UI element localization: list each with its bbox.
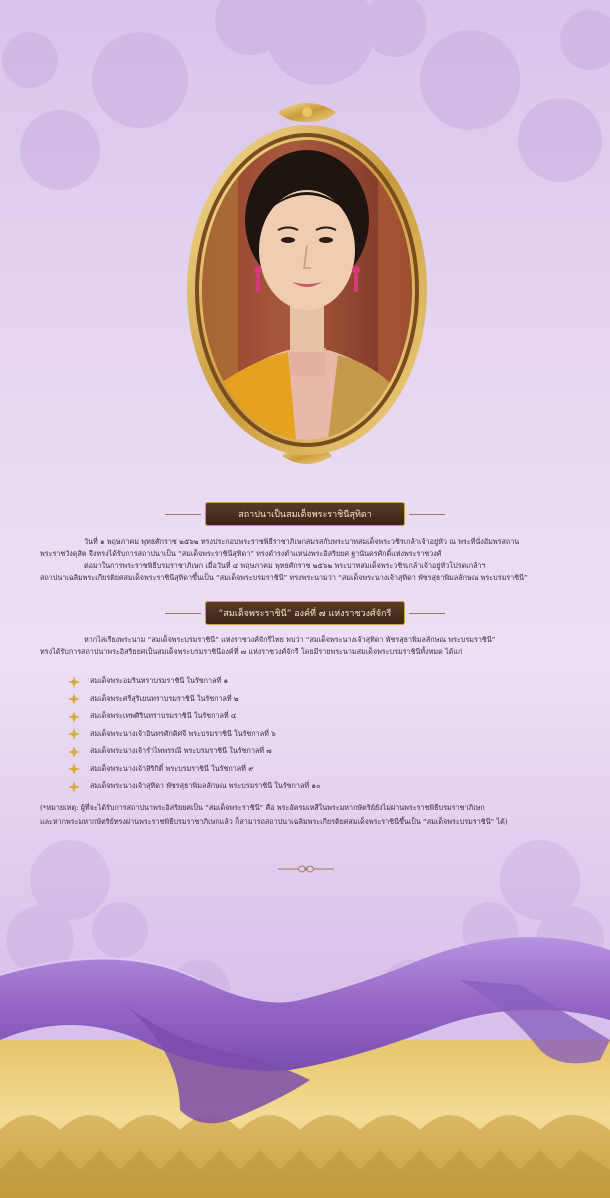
- section-title-seventh-queen: “สมเด็จพระราชินี” องค์ที่ ๗ แห่งราชวงศ์จักรี: [205, 601, 405, 625]
- paragraph-line: สถาปนาเฉลิมพระเกียรติยศสมเด็จพระราชินีสุทิดาขึ้นเป็น “สมเด็จพระบรมราชินี” ทรงพระนามว่า “สมเด็จพระนางเจ้าสุทิดา พัชรสุธาพิมลลักษณ พระบรมราชินี”: [40, 573, 528, 582]
- paragraph-line: หากไล่เรียงพระนาม “สมเด็จพระบรมราชินี” แห่งราชวงศ์จักรีไทย พบว่า “สมเด็จพระนางเจ้าสุทิดา พัชรสุธาพิมลลักษณ พระบรมราชินี”: [84, 635, 496, 644]
- gold-star-icon: [68, 781, 80, 793]
- list-item-label: สมเด็จพระนางเจ้ารำไพพรรณี พระบรมราชินี ในรัชกาลที่ ๗: [90, 746, 272, 756]
- list-item: [68, 761, 508, 779]
- list-item-label: สมเด็จพระนางเจ้าสิริกิติ์ พระบรมราชินี ในรัชกาลที่ ๙: [90, 763, 254, 773]
- list-item-label: สมเด็จพระอมรินทราบรมราชินี ในรัชกาลที่ ๑: [90, 676, 229, 686]
- paragraph-establishment: [40, 536, 572, 584]
- ornament-divider-icon: [278, 861, 334, 877]
- list-item: [68, 743, 508, 761]
- section-title-establishment: สถาปนาเป็นสมเด็จพระราชินีสุทิดา: [205, 502, 405, 526]
- list-item-label: สมเด็จพระนางเจ้าอินทรศักดิศจี พระบรมราชินี ในรัชกาลที่ ๖: [90, 728, 276, 738]
- list-item-label: สมเด็จพระนางเจ้าสุทิดา พัชรสุธาพิมลลักษณ พระบรมราชินี ในรัชกาลที่ ๑๐: [90, 781, 321, 791]
- paragraph-line: วันที่ ๑ พฤษภาคม พุทธศักราช ๒๕๖๒ ทรงประกอบพระราชพิธีราชาภิเษกสมรสกับพระบาทสมเด็จพระวชิรเกล้าเจ้าอยู่หัว ณ พระที่นั่งอัมพรสถาน: [84, 537, 520, 546]
- gold-star-icon: [68, 676, 80, 688]
- list-item: [68, 691, 508, 709]
- gold-star-icon: [68, 763, 80, 775]
- footnote-line: (*หมายเหตุ: ผู้ที่จะได้รับการสถาปนาพระอิสริยยศเป็น “สมเด็จพระราชินี” คือ พระอัครมเหสีในพระมหากษัตริย์ยังไม่ผ่านพระราชพิธีบรมราชาภิเษก: [40, 803, 485, 812]
- list-item-label: สมเด็จพระศรีสุริเยนทราบรมราชินี ในรัชกาลที่ ๒: [90, 693, 239, 703]
- paragraph-line: พระราชวังดุสิต จึงทรงได้รับการสถาปนาเป็น “สมเด็จพระราชินีสุทิดา” ทรงดำรงตำแหน่งพระอิสริยยศ ฐานันดรศักดิ์แห่งพระราชวงศ์: [40, 549, 442, 558]
- gold-star-icon: [68, 693, 80, 705]
- paragraph-line: ทรงได้รับการสถาปนาพระอิสริยยศเป็นสมเด็จพระบรมราชินีองค์ที่ ๗ แห่งราชวงศ์จักรี โดยมีรายพระนามสมเด็จพระบรมราชินีทั้งหมด ได้แก่: [40, 647, 463, 656]
- queens-list: [68, 673, 508, 796]
- portrait-image: [178, 100, 436, 472]
- royal-portrait-frame: [178, 100, 436, 472]
- paragraph-queens-intro: [40, 634, 572, 658]
- footnote-line: และหากพระมหากษัตริย์ทรงผ่านพระราชพิธีบรมราชาภิเษกแล้ว ก็สามารถสถาปนาเฉลิมพระเกียรติยศสมเด็จพระราชินีขึ้นเป็น “สมเด็จพระบรมราชินี” ได้): [40, 817, 508, 826]
- gold-star-icon: [68, 728, 80, 740]
- list-item: [68, 673, 508, 691]
- gold-star-icon: [68, 746, 80, 758]
- footnote: [40, 801, 572, 829]
- list-item: [68, 778, 508, 796]
- list-item: [68, 726, 508, 744]
- list-item-label: สมเด็จพระเทพศิรินทราบรมราชินี ในรัชกาลที่ ๔: [90, 711, 237, 721]
- gold-star-icon: [68, 711, 80, 723]
- paragraph-line: ต่อมาในการพระราชพิธีบรมราชาภิเษก เมื่อวันที่ ๔ พฤษภาคม พุทธศักราช ๒๕๖๒ พระบาทสมเด็จพระวชิรเกล้าเจ้าอยู่หัวโปรดเกล้าฯ: [84, 561, 486, 570]
- list-item: [68, 708, 508, 726]
